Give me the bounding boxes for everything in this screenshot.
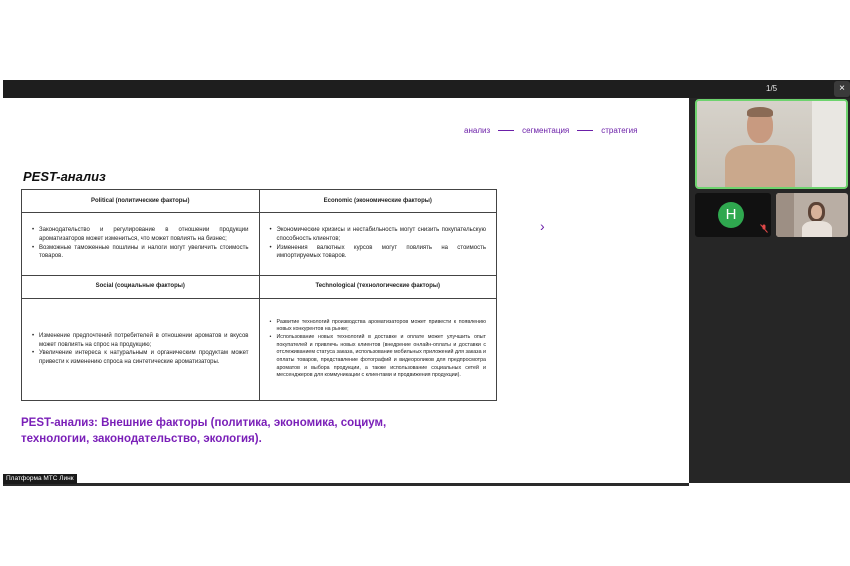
breadcrumb <box>464 124 637 136</box>
economic-cell <box>259 213 497 276</box>
slide-title: PEST-анализ <box>23 169 106 184</box>
list-item: • Изменения валютных курсов могут повлиять на стоимость импортируемых товаров. <box>270 244 487 261</box>
list-item: • Развитие технологий производства ароматизаторов может привести к появлению новых конкурентов на рынке; <box>270 319 487 334</box>
page-counter: 1/5 <box>766 84 778 93</box>
list-item: • Увеличение интереса к натуральным и органическим продуктам может привести к изменению спроса на синтетические ароматизаторы. <box>32 349 249 366</box>
conference-top-bar <box>3 80 850 98</box>
list-item: • Экономические кризисы и нестабильность могут снизить покупательскую способность клиентов; <box>270 226 487 243</box>
participant-face <box>811 205 822 219</box>
active-speaker-video[interactable] <box>695 99 848 189</box>
speaker-body <box>725 145 795 189</box>
political-header: Political (политические факторы) <box>22 190 260 213</box>
social-header: Social (социальные факторы) <box>22 275 260 298</box>
speaker-hair <box>747 107 773 117</box>
breadcrumb-analysis: анализ <box>464 125 491 135</box>
next-slide-chevron-icon[interactable]: › <box>540 218 545 234</box>
pest-table <box>21 189 497 401</box>
technological-header: Technological (технологические факторы) <box>259 275 497 298</box>
economic-header: Economic (экономические факторы) <box>259 190 497 213</box>
platform-label: Платформа МТС Линк <box>3 474 77 484</box>
breadcrumb-divider <box>498 130 514 131</box>
slide-subtitle: PEST-анализ: Внешние факторы (политика, экономика, социум, технологии, законодательство, экология). <box>21 417 387 445</box>
breadcrumb-strategy: стратегия <box>601 125 638 135</box>
participant-video-tile[interactable] <box>776 193 848 237</box>
mic-off-icon <box>760 224 768 235</box>
list-item: • Использование новых технологий в доставке и оплате может улучшить опыт покупателей и привлечь новых клиентов (внедрение онлайн-оплаты и доставки с отслеживанием статуса заказа, использование мобильных приложений для заказа и оплаты товаров, представление фотографий и видеороликов для предпросмотра ароматов и выбора продукции, а также использование социальных сетей и мессенджеров для коммуникации с клиентами и продвижения продукции). <box>270 334 487 380</box>
participant-body <box>802 221 832 237</box>
social-cell <box>22 298 260 400</box>
list-item: • Законодательство и регулирование в отношении продукции ароматизаторов может измениться, что может повлиять на бизнес; <box>32 226 249 243</box>
bottom-strip <box>3 483 689 486</box>
close-icon[interactable]: × <box>834 81 850 97</box>
video-door <box>776 193 794 237</box>
breadcrumb-segmentation: сегментация <box>522 125 570 135</box>
video-shelf <box>812 101 848 189</box>
breadcrumb-divider <box>577 130 593 131</box>
technological-cell <box>259 298 497 400</box>
list-item: • Возможные таможенные пошлины и налоги могут увеличить стоимость товаров. <box>32 244 249 261</box>
avatar: Н <box>718 202 744 228</box>
list-item: • Изменение предпочтений потребителей в отношении ароматов и вкусов может повлиять на спрос на продукцию; <box>32 332 249 349</box>
political-cell <box>22 213 260 276</box>
